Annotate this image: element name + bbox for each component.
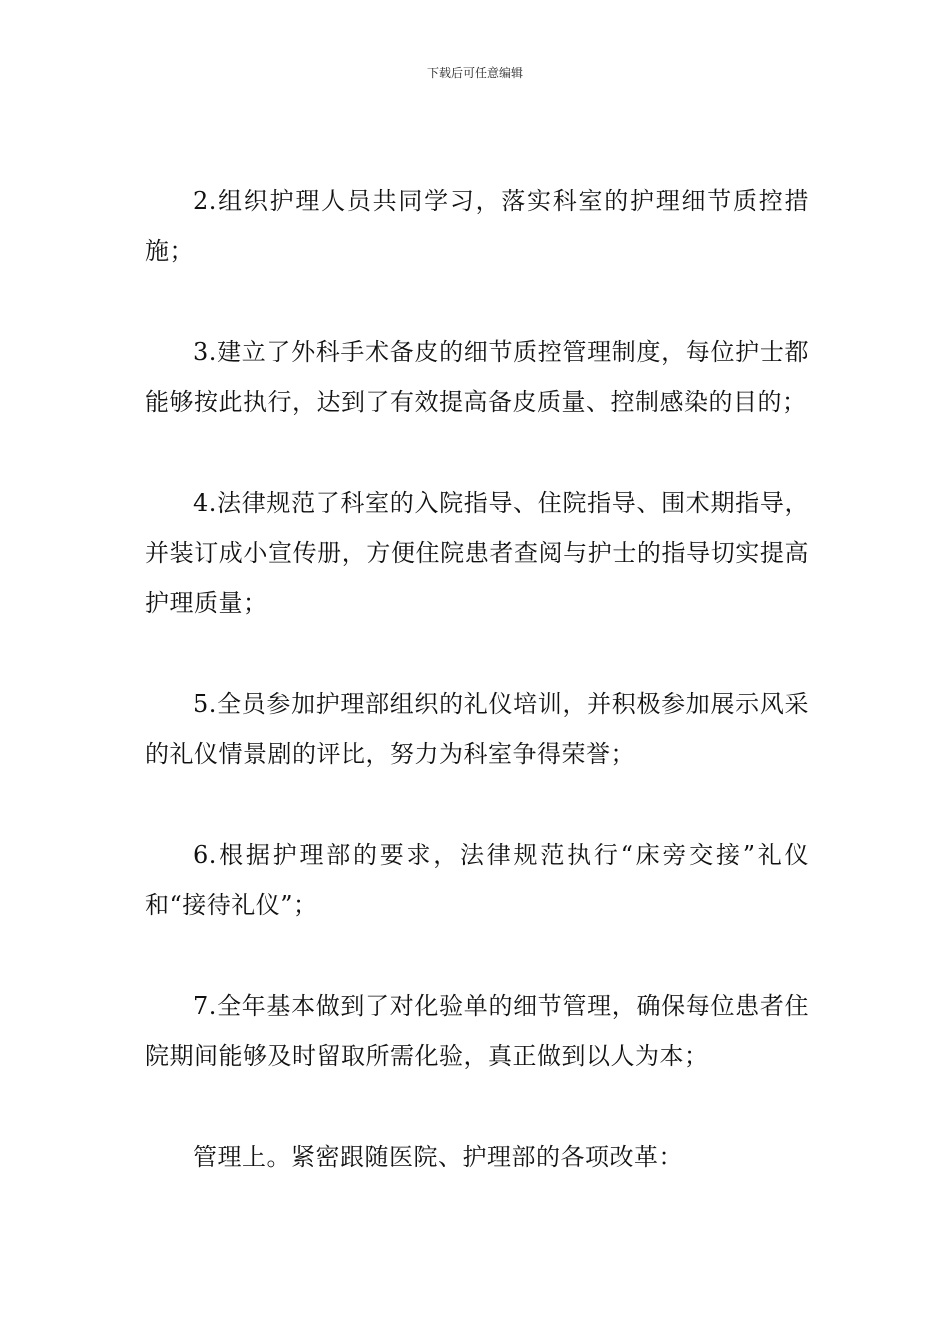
paragraph-item-4: 4.法律规范了科室的入院指导、住院指导、围术期指导，并装订成小宣传册，方便住院患者查阅与护士的指导切实提高护理质量； [145, 489, 809, 617]
paragraph-item-5: 5.全员参加护理部组织的礼仪培训，并积极参加展示风采的礼仪情景剧的评比，努力为科室争得荣誉； [145, 690, 809, 768]
paragraph-item-3: 3.建立了外科手术备皮的细节质控管理制度，每位护士都能够按此执行，达到了有效提高备皮质量、控制感染的目的； [145, 338, 809, 416]
paragraph-management: 管理上。紧密跟随医院、护理部的各项改革： [193, 1143, 683, 1171]
paragraph-item-7: 7.全年基本做到了对化验单的细节管理，确保每位患者住院期间能够及时留取所需化验，真正做到以人为本； [145, 992, 809, 1070]
paragraph-item-2: 2.组织护理人员共同学习，落实科室的护理细节质控措施； [145, 187, 809, 265]
document-body [145, 176, 809, 1233]
page-header: 下载后可任意编辑 [426, 66, 523, 80]
paragraph-item-6: 6.根据护理部的要求，法律规范执行“床旁交接”礼仪和“接待礼仪”； [145, 841, 809, 919]
